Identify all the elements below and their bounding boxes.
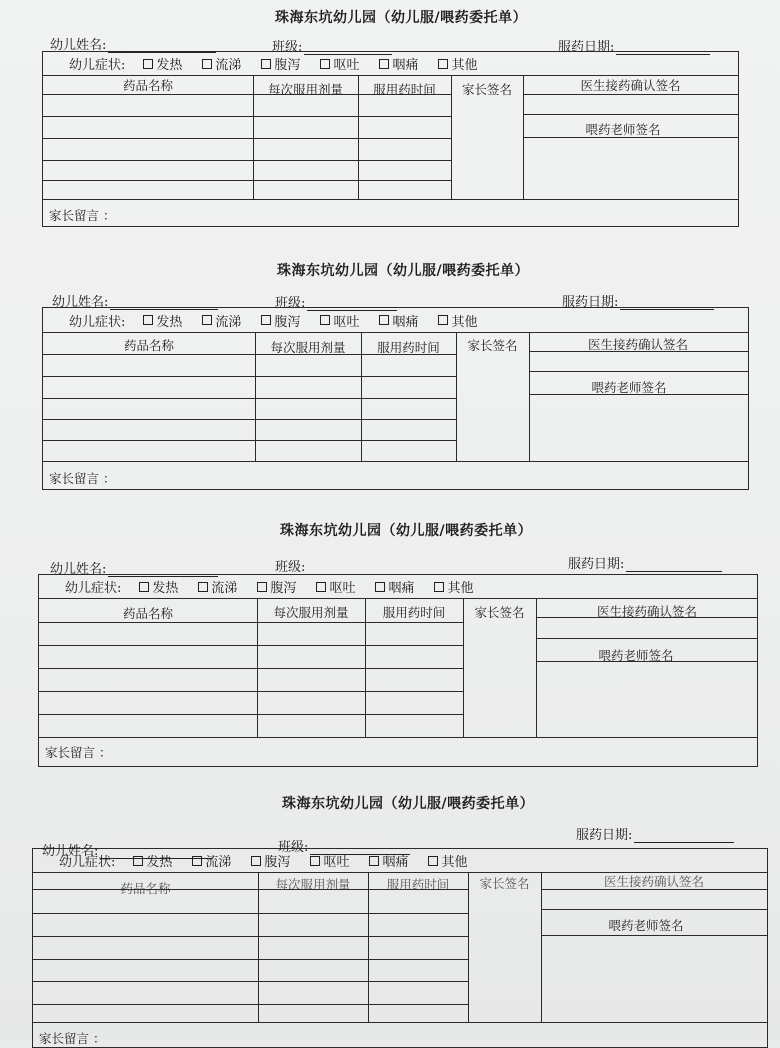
divider [536,661,758,662]
checkbox-icon [251,856,261,866]
form-title: 珠海东坑幼儿园（幼儿服/喂药委托单） [277,263,530,279]
checkbox-icon [202,315,212,325]
checkbox-icon [310,856,320,866]
checkbox-icon [375,582,385,592]
class-field[interactable] [275,556,402,575]
divider [43,199,738,200]
form-title: 珠海东坑幼儿园（幼儿服/喂药委托单） [282,796,535,812]
col-dose-header: 每次服用剂量 [273,605,349,620]
symptom-option-fever[interactable]: 发热 [133,851,172,870]
symptom-option-sore-throat[interactable]: 咽痛 [375,577,414,596]
date-field[interactable] [576,824,734,843]
divider [541,909,767,910]
symptom-row [43,308,748,333]
divider [361,332,362,461]
divider [39,645,463,646]
symptom-option-sore-throat[interactable]: 咽痛 [379,54,418,73]
col-dose-header: 每次服用剂量 [267,82,343,97]
col-parent-sign-header: 家长签名 [479,876,530,891]
feeding-teacher-sign-label: 喂药老师签名 [608,918,684,933]
divider [258,872,259,1022]
entrustment-form-2 [0,260,780,520]
symptom-option-other[interactable]: 其他 [438,311,477,330]
child-name-label: 幼儿姓名: [50,562,107,577]
date-label: 服药日期: [568,557,625,572]
checkbox-icon [369,856,379,866]
col-medicine-header: 药品名称 [120,881,171,896]
class-label: 班级: [272,40,303,55]
col-parent-sign-header: 家长签名 [461,82,512,97]
divider [456,332,457,461]
divider [43,440,456,441]
symptom-option-diarrhea[interactable]: 腹泻 [261,311,300,330]
symptom-label: 幼儿症状: [59,855,116,870]
col-dose-header: 每次服用剂量 [270,340,346,355]
divider [43,398,456,399]
divider [43,461,748,462]
divider [43,116,451,117]
checkbox-icon [143,315,153,325]
form-table [42,51,739,227]
col-time-header: 服用药时间 [382,605,446,620]
class-label: 班级: [278,840,309,855]
symptom-option-diarrhea[interactable]: 腹泻 [261,54,300,73]
col-doctor-sign-header: 医生接药确认签名 [580,78,681,93]
divider [39,714,463,715]
divider [463,598,464,737]
form-title: 珠海东坑幼儿园（幼儿服/喂药委托单） [280,523,533,539]
child-name-label: 幼儿姓名: [52,295,109,310]
entrustment-form-4 [0,780,780,1046]
checkbox-icon [320,315,330,325]
divider [43,138,451,139]
form-table [38,574,758,767]
symptom-option-fever[interactable]: 发热 [143,54,182,73]
checkbox-icon [379,315,389,325]
divider [43,354,456,355]
divider [529,351,748,352]
divider [33,959,468,960]
divider [523,94,738,95]
symptom-option-other[interactable]: 其他 [438,54,477,73]
col-time-header: 服用药时间 [373,82,436,97]
parent-note-label[interactable]: 家长留言 ： [49,471,116,486]
divider [523,137,738,138]
divider [39,668,463,669]
feeding-teacher-sign-label: 喂药老师签名 [591,380,667,395]
form-table [42,307,749,490]
symptom-option-runny-nose[interactable]: 流涕 [202,311,241,330]
checkbox-icon [198,582,208,592]
divider [39,691,463,692]
checkbox-icon [438,315,448,325]
col-medicine-header: 药品名称 [123,338,174,353]
divider [536,617,758,618]
date-label: 服药日期: [562,295,619,310]
date-label: 服药日期: [558,40,615,55]
child-name-label: 幼儿姓名: [50,38,107,53]
divider [529,394,748,395]
symptom-row [43,52,738,76]
divider [43,419,456,420]
date-label: 服药日期: [576,828,633,843]
divider [536,638,758,639]
col-time-header: 服用药时间 [386,877,450,892]
symptom-option-other[interactable]: 其他 [428,851,467,870]
symptom-option-diarrhea[interactable]: 腹泻 [251,851,290,870]
symptom-option-diarrhea[interactable]: 腹泻 [257,577,296,596]
col-medicine-header: 药品名称 [122,78,173,93]
form-title: 珠海东坑幼儿园（幼儿服/喂药委托单） [275,10,528,26]
divider [541,872,542,1022]
class-label: 班级: [275,560,306,575]
divider [33,936,468,937]
checkbox-icon [202,59,212,69]
symptom-option-sore-throat[interactable]: 咽痛 [369,851,408,870]
symptom-option-vomiting[interactable]: 呕吐 [316,577,355,596]
col-medicine-header: 药品名称 [122,606,173,621]
divider [39,622,463,623]
divider [43,180,451,181]
col-dose-header: 每次服用剂量 [275,877,351,892]
checkbox-icon [192,856,202,866]
divider [368,872,369,1022]
col-parent-sign-header: 家长签名 [474,605,525,620]
divider [33,889,468,890]
col-doctor-sign-header: 医生接药确认签名 [596,604,697,619]
checkbox-icon [261,59,271,69]
checkbox-icon [133,856,143,866]
parent-note-label[interactable]: 家长留言 ： [45,745,112,760]
symptom-row [33,849,767,873]
symptom-option-sore-throat[interactable]: 咽痛 [379,311,418,330]
divider [43,94,451,95]
symptom-row [39,575,757,599]
checkbox-icon [320,59,330,69]
symptom-label: 幼儿症状: [65,581,122,596]
checkbox-icon [438,59,448,69]
divider [541,935,767,936]
divider [33,1022,767,1023]
divider [43,376,456,377]
parent-note-label[interactable]: 家长留言 ： [49,208,116,223]
divider [33,981,468,982]
col-time-header: 服用药时间 [377,340,440,355]
divider [43,160,451,161]
feeding-teacher-sign-label: 喂药老师签名 [585,122,661,137]
checkbox-icon [257,582,267,592]
divider [33,913,468,914]
symptom-option-runny-nose[interactable]: 流涕 [198,577,237,596]
symptom-option-vomiting[interactable]: 呕吐 [320,311,359,330]
symptom-option-fever[interactable]: 发热 [139,577,178,596]
divider [33,1004,468,1005]
col-parent-sign-header: 家长签名 [467,338,518,353]
symptom-label: 幼儿症状: [69,314,126,330]
symptom-option-fever[interactable]: 发热 [143,311,182,330]
divider [541,889,767,890]
entrustment-form-1 [0,0,780,260]
class-label: 班级: [275,296,306,311]
symptom-label: 幼儿症状: [69,58,126,73]
divider [451,75,452,199]
col-doctor-sign-header: 医生接药确认签名 [603,874,704,889]
checkbox-icon [428,856,438,866]
entrustment-form-3 [0,520,780,780]
symptom-option-vomiting[interactable]: 呕吐 [320,54,359,73]
divider [255,332,256,461]
symptom-option-other[interactable]: 其他 [434,577,473,596]
form-table [32,848,768,1048]
checkbox-icon [143,59,153,69]
divider [468,872,469,1022]
divider [39,737,758,738]
checkbox-icon [139,582,149,592]
divider [529,371,748,372]
child-name-label: 幼儿姓名: [42,844,99,859]
feeding-teacher-sign-label: 喂药老师签名 [598,648,674,663]
checkbox-icon [434,582,444,592]
symptom-option-runny-nose[interactable]: 流涕 [192,851,231,870]
checkbox-icon [261,315,271,325]
checkbox-icon [316,582,326,592]
symptom-option-vomiting[interactable]: 呕吐 [310,851,349,870]
parent-note-label[interactable]: 家长留言 ： [39,1031,106,1046]
divider [536,598,537,737]
col-doctor-sign-header: 医生接药确认签名 [587,337,688,352]
symptom-option-runny-nose[interactable]: 流涕 [202,54,241,73]
divider [523,114,738,115]
checkbox-icon [379,59,389,69]
date-field[interactable] [568,553,722,572]
